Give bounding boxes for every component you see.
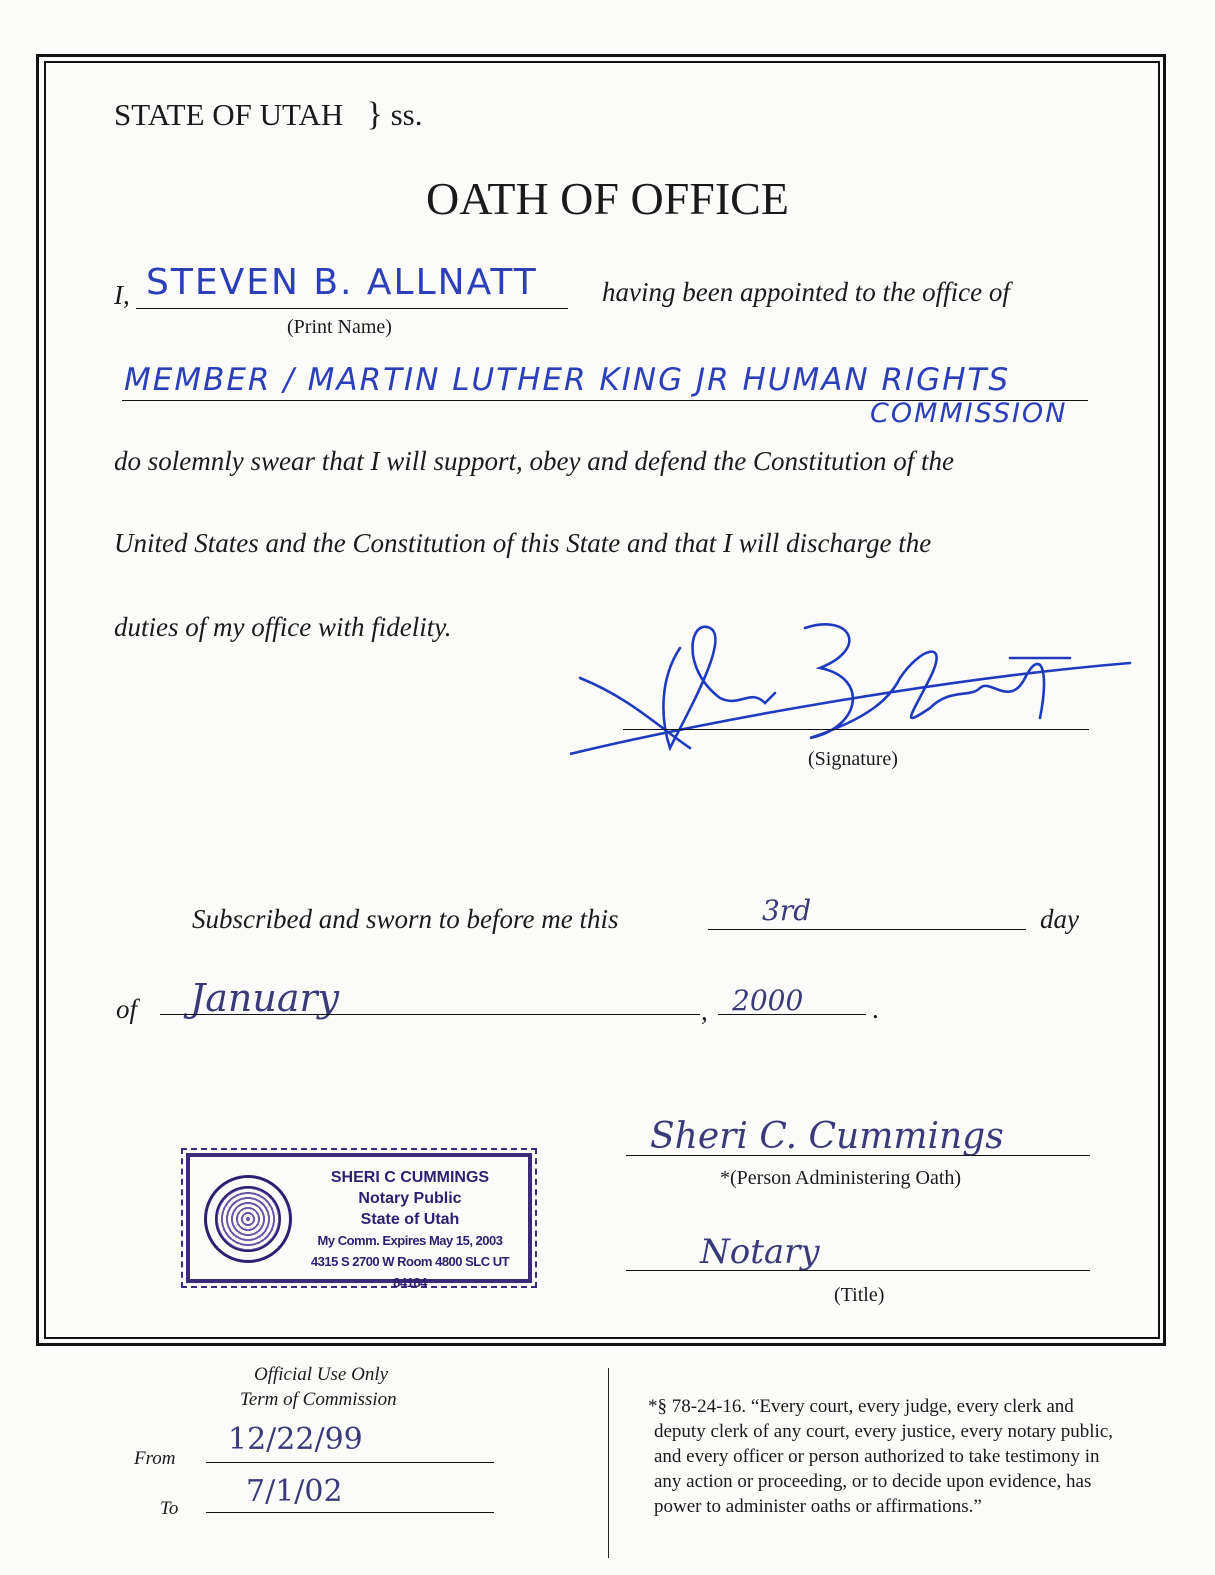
statute-line3: and every officer or person authorized to take testimony in bbox=[654, 1446, 1100, 1467]
from-label: From bbox=[134, 1448, 176, 1469]
appointee-signature bbox=[570, 608, 1140, 768]
statute-line2: deputy clerk of any court, every justice, every notary public, bbox=[654, 1421, 1113, 1442]
day-line bbox=[708, 929, 1026, 930]
from-line bbox=[206, 1462, 494, 1463]
page-title: OATH OF OFFICE bbox=[426, 173, 789, 224]
stamp-name: SHERI C CUMMINGS bbox=[330, 1169, 490, 1186]
state-heading: STATE OF UTAH } ss. bbox=[114, 96, 423, 133]
statute-line4: any action or proceeding, or to decide upon evidence, has bbox=[654, 1471, 1092, 1492]
footer-divider bbox=[608, 1368, 609, 1558]
signature-caption: (Signature) bbox=[808, 748, 898, 770]
month-comma: , bbox=[701, 996, 708, 1026]
administrator-signature: Sheri C. Cummings bbox=[650, 1116, 1004, 1157]
day-handwritten: 3rd bbox=[762, 894, 812, 927]
printed-name-handwritten: STEVEN B. ALLNATT bbox=[146, 262, 538, 303]
statute-line5: power to administer oaths or affirmations.” bbox=[654, 1496, 982, 1517]
stamp-line3: State of Utah bbox=[360, 1211, 460, 1228]
administrator-caption: *(Person Administering Oath) bbox=[720, 1167, 962, 1189]
oath-text-line2: United States and the Constitution of this State and that I will discharge the bbox=[114, 528, 932, 558]
month-handwritten: January bbox=[190, 976, 340, 1020]
statute-line1: *§ 78-24-16. “Every court, every judge, every clerk and bbox=[648, 1396, 1074, 1417]
oath-text-line1: do solemnly swear that I will support, obey and defend the Constitution of the bbox=[114, 446, 954, 476]
print-name-caption: (Print Name) bbox=[287, 316, 392, 338]
stamp-line4: My Comm. Expires May 15, 2003 bbox=[317, 1233, 503, 1248]
subscribed-text: Subscribed and sworn to before me this bbox=[192, 904, 619, 934]
year-line bbox=[718, 1014, 866, 1015]
of-label: of bbox=[116, 994, 138, 1024]
oath-text-line3: duties of my office with fidelity. bbox=[114, 612, 452, 642]
year-handwritten: 2000 bbox=[732, 984, 804, 1017]
stamp-line5: 4315 S 2700 W Room 4800 SLC UT 84184 bbox=[310, 1254, 510, 1290]
notary-stamp bbox=[186, 1153, 532, 1290]
appointed-text: having been appointed to the office of bbox=[602, 277, 1010, 307]
to-label: To bbox=[160, 1498, 179, 1519]
title-handwritten: Notary bbox=[700, 1232, 820, 1272]
month-line bbox=[160, 1014, 700, 1015]
administrator-line bbox=[626, 1155, 1090, 1156]
year-period: . bbox=[872, 994, 879, 1024]
office-handwritten-line2: COMMISSION bbox=[870, 398, 1068, 429]
from-handwritten: 12/22/99 bbox=[228, 1422, 363, 1457]
title-line bbox=[626, 1270, 1090, 1271]
day-label: day bbox=[1040, 904, 1079, 934]
signature-line bbox=[623, 729, 1089, 730]
term-heading: Term of Commission bbox=[240, 1389, 397, 1410]
office-handwritten-line1: MEMBER / MARTIN LUTHER KING JR HUMAN RIGHTS bbox=[124, 362, 1011, 398]
state-seal-icon bbox=[204, 1175, 292, 1263]
stamp-line2: Notary Public bbox=[358, 1190, 462, 1207]
to-handwritten: 7/1/02 bbox=[246, 1474, 343, 1509]
oath-prefix: I, bbox=[114, 280, 130, 310]
to-line bbox=[206, 1512, 494, 1513]
official-use-heading: Official Use Only bbox=[254, 1364, 389, 1385]
title-caption: (Title) bbox=[834, 1284, 885, 1306]
name-line bbox=[136, 308, 568, 309]
